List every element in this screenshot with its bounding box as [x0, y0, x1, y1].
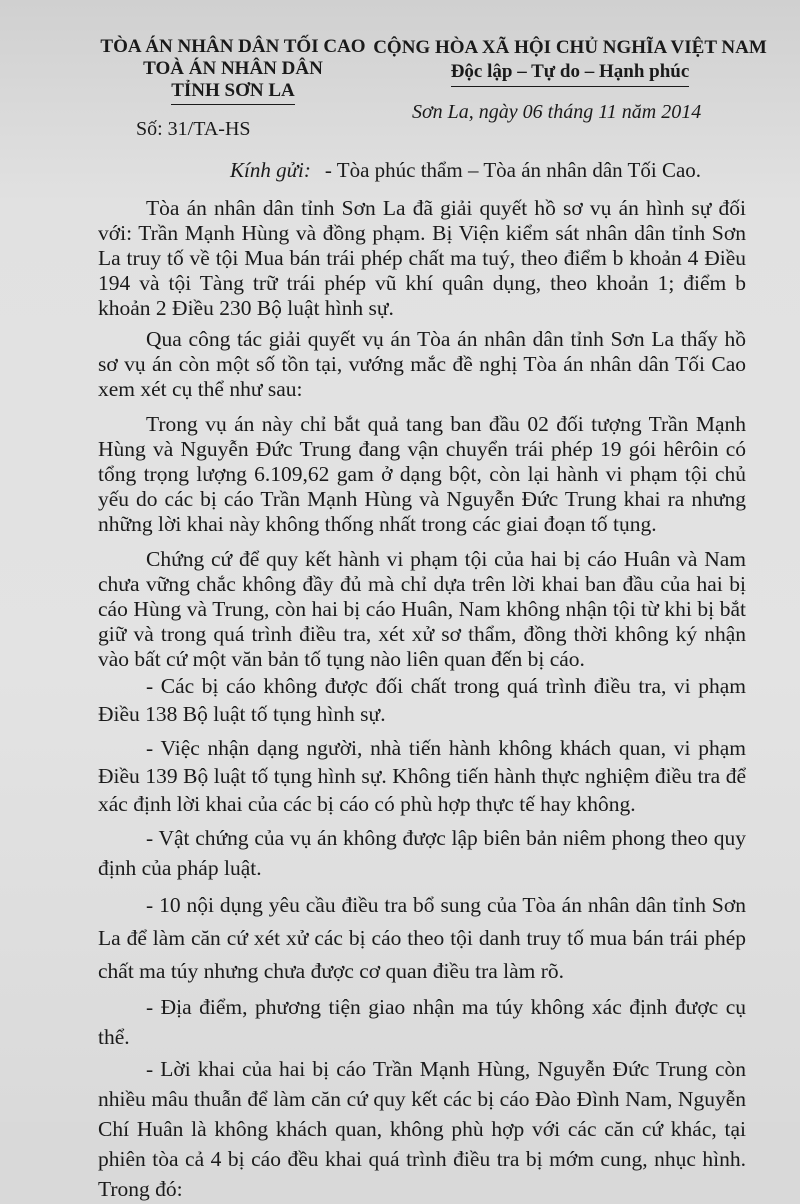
paragraph-issues-intro: Qua công tác giải quyết vụ án Tòa án nhân dân tỉnh Sơn La thấy hồ sơ vụ án còn một số tồn tại, vướng mắc đề nghị Tòa án nhân dân Tối Cao xem xét cụ thể như sau:: [98, 327, 746, 401]
country-name: CỘNG HÒA XÃ HỘI CHỦ NGHĨA VIỆT NAM: [373, 37, 767, 58]
document-date: Sơn La, ngày 06 tháng 11 năm 2014: [412, 101, 702, 123]
bullet-physical-evidence: - Vật chứng của vụ án không được lập biên bản niêm phong theo quy định của pháp luật.: [98, 826, 746, 880]
national-motto-header: [370, 36, 770, 87]
paragraph-evidence: Chứng cứ để quy kết hành vi phạm tội của hai bị cáo Huân và Nam chưa vững chắc không đầy đủ mà chỉ dựa trên lời khai ban đầu của hai bị cáo Hùng và Trung, còn hai bị cáo Huân, Nam không nhận tội từ khi bị bắt giữ và trong quá trình điều tra, xét xử sơ thẩm, đồng thời không ký nhận vào bất cứ một văn bản tố tụng nào liên quan đến bị cáo.: [98, 547, 746, 671]
paragraph-arrest-details: Trong vụ án này chỉ bắt quả tang ban đầu 02 đối tượng Trần Mạnh Hùng và Nguyễn Đức Trung đang vận chuyển trái phép 19 gói hêrôin có tổng trọng lượng 6.109,62 gam ở dạng bột, còn lại hành vi phạm tội chủ yếu do các bị cáo Trần Mạnh Hùng và Nguyễn Đức Trung khai ra nhưng những lời khai này không thống nhất trong các giai đoạn tố tụng.: [98, 412, 746, 536]
bullet-testimony: - Lời khai của hai bị cáo Trần Mạnh Hùng, Nguyễn Đức Trung còn nhiều mâu thuẫn để làm căn cứ quy kết các bị cáo Đào Đình Nam, Nguyễn Chí Huân là không khách quan, không phù hợp với các căn cứ khác, tại phiên tòa cả 4 bị cáo đều khai quá trình điều tra bị mớm cung, nhục hình. Trong đó:: [98, 1057, 746, 1201]
bullet-identification: - Việc nhận dạng người, nhà tiến hành không khách quan, vi phạm Điều 139 Bộ luật tố tụng hình sự. Không tiến hành thực nghiệm điều tra để xác định lời khai của các bị cáo có phù hợp thực tế hay không.: [98, 736, 746, 816]
recipient-label: Kính gửi:: [230, 158, 311, 182]
document-number: Số: 31/TA-HS: [136, 118, 251, 140]
issuing-authority-header: [88, 36, 378, 105]
recipient-line: [230, 158, 701, 183]
authority-line-3: TỈNH SƠN LA: [171, 80, 295, 105]
document-body: [98, 196, 746, 1204]
bullet-additional-investigation: - 10 nội dụng yêu cầu điều tra bổ sung của Tòa án nhân dân tỉnh Sơn La để làm căn cứ xét xử các bị cáo theo tội danh truy tố mua bán trái phép chất ma túy nhưng chưa được cơ quan điều tra làm rõ.: [98, 893, 746, 983]
national-motto: Độc lập – Tự do – Hạnh phúc: [451, 60, 690, 87]
bullet-confrontation: - Các bị cáo không được đối chất trong quá trình điều tra, vi phạm Điều 138 Bộ luật tố tụng hình sự.: [98, 674, 746, 726]
authority-line-1: TÒA ÁN NHÂN DÂN TỐI CAO: [100, 36, 366, 57]
bullet-location: - Địa điểm, phương tiện giao nhận ma túy không xác định được cụ thể.: [98, 995, 746, 1049]
paragraph-case-summary: Tòa án nhân dân tỉnh Sơn La đã giải quyết hồ sơ vụ án hình sự đối với: Trần Mạnh Hùng và đồng phạm. Bị Viện kiểm sát nhân dân tỉnh Sơn La truy tố về tội Mua bán trái phép chất ma tuý, theo điểm b khoản 4 Điều 194 và tội Tàng trữ trái phép vũ khí quân dụng, theo khoản 1; điểm b khoản 2 Điều 230 Bộ luật hình sự.: [98, 196, 746, 320]
recipient-name: - Tòa phúc thẩm – Tòa án nhân dân Tối Cao.: [324, 158, 702, 182]
authority-line-2: TOÀ ÁN NHÂN DÂN: [143, 58, 323, 79]
